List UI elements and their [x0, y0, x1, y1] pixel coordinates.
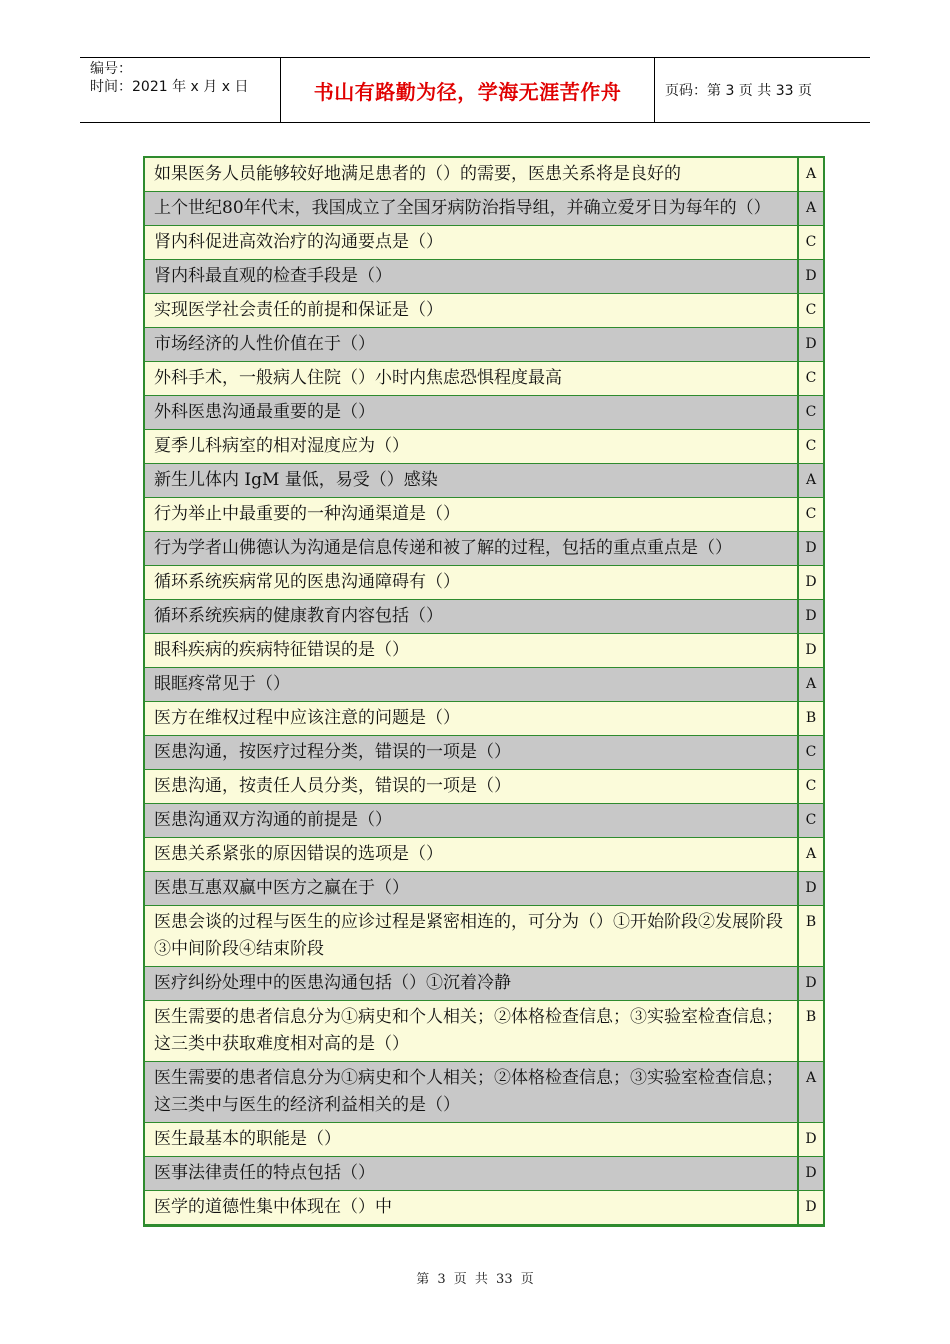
question-text: 市场经济的人性价值在于（）: [145, 328, 799, 361]
table-row: [145, 1157, 823, 1191]
answer-letter: D: [805, 1165, 817, 1181]
page-footer: 第 3 页 共 33 页: [416, 1272, 534, 1287]
answer-letter: D: [805, 975, 817, 991]
table-row: [145, 1191, 823, 1224]
table-row: [145, 600, 823, 634]
answer-letter: D: [805, 880, 817, 896]
question-text: 外科医患沟通最重要的是（）: [145, 396, 799, 429]
table-row: [145, 260, 823, 294]
table-row: [145, 226, 823, 260]
answer-letter: C: [805, 506, 817, 522]
table-row: [145, 430, 823, 464]
table-row: [145, 1062, 823, 1123]
answer-letter: D: [805, 336, 817, 352]
question-text: 实现医学社会责任的前提和保证是（）: [145, 294, 799, 327]
answer-letter: B: [805, 914, 817, 930]
answer-letter: D: [805, 642, 817, 658]
question-text: 行为学者山佛德认为沟通是信息传递和被了解的过程，包括的重点重点是（）: [145, 532, 799, 565]
answer-letter: A: [805, 166, 817, 182]
question-text: 医生最基本的职能是（）: [145, 1123, 799, 1156]
table-row: [145, 192, 823, 226]
number-label: 编号：: [90, 61, 132, 77]
table-row: [145, 838, 823, 872]
question-text: 医患沟通，按责任人员分类，错误的一项是（）: [145, 770, 799, 803]
answer-letter: A: [805, 846, 817, 862]
table-row: [145, 328, 823, 362]
answer-letter: B: [805, 710, 817, 726]
answer-letter: D: [805, 608, 817, 624]
answer-letter: D: [805, 1199, 817, 1215]
answer-letter: C: [805, 778, 817, 794]
question-text: 医学的道德性集中体现在（）中: [145, 1191, 799, 1224]
question-text: 医患沟通，按医疗过程分类，错误的一项是（）: [145, 736, 799, 769]
question-text: 眼眶疼常见于（）: [145, 668, 799, 701]
question-text: 行为举止中最重要的一种沟通渠道是（）: [145, 498, 799, 531]
answer-letter: C: [805, 234, 817, 250]
answer-letter: A: [805, 200, 817, 216]
table-row: [145, 736, 823, 770]
header-motto: 书山有路勤为径，学海无涯苦作舟: [281, 58, 655, 122]
table-row: [145, 158, 823, 192]
question-text: 如果医务人员能够较好地满足患者的（）的需要，医患关系将是良好的: [145, 158, 799, 191]
answer-letter: D: [805, 574, 817, 590]
answer-letter: C: [805, 370, 817, 386]
time-label: 时间：2021 年 x 月 x 日: [90, 79, 249, 95]
table-row: [145, 1123, 823, 1157]
question-text: 医患关系紧张的原因错误的选项是（）: [145, 838, 799, 871]
question-text: 医生需要的患者信息分为①病史和个人相关；②体格检查信息；③实验室检查信息；这三类中与医生的经济利益相关的是（）: [145, 1062, 799, 1122]
question-answer-table: [143, 156, 825, 1227]
table-row: [145, 967, 823, 1001]
question-text: 医患会谈的过程与医生的应诊过程是紧密相连的，可分为（）①开始阶段②发展阶段③中间阶段④结束阶段: [145, 906, 799, 966]
question-text: 肾内科促进高效治疗的沟通要点是（）: [145, 226, 799, 259]
question-text: 循环系统疾病的健康教育内容包括（）: [145, 600, 799, 633]
table-row: [145, 362, 823, 396]
table-row: [145, 668, 823, 702]
answer-letter: B: [805, 1009, 817, 1025]
table-row: [145, 532, 823, 566]
table-row: [145, 1001, 823, 1062]
answer-letter: C: [805, 812, 817, 828]
answer-letter: C: [805, 404, 817, 420]
header-page-label: 页码：第 3 页 共 33 页: [665, 83, 812, 99]
question-text: 外科手术，一般病人住院（）小时内焦虑恐惧程度最高: [145, 362, 799, 395]
page-header: [80, 57, 870, 123]
answer-letter: C: [805, 744, 817, 760]
answer-letter: A: [805, 472, 817, 488]
answer-letter: D: [805, 1131, 817, 1147]
question-text: 眼科疾病的疾病特征错误的是（）: [145, 634, 799, 667]
table-row: [145, 464, 823, 498]
table-row: [145, 804, 823, 838]
question-text: 新生儿体内 IgM 量低，易受（）感染: [145, 464, 799, 497]
question-text: 医患互惠双赢中医方之赢在于（）: [145, 872, 799, 905]
question-text: 上个世纪80年代末，我国成立了全国牙病防治指导组，并确立爱牙日为每年的（）: [145, 192, 799, 225]
answer-letter: D: [805, 540, 817, 556]
table-row: [145, 634, 823, 668]
table-row: [145, 294, 823, 328]
table-row: [145, 702, 823, 736]
question-text: 夏季儿科病室的相对湿度应为（）: [145, 430, 799, 463]
question-text: 循环系统疾病常见的医患沟通障碍有（）: [145, 566, 799, 599]
question-text: 医生需要的患者信息分为①病史和个人相关；②体格检查信息；③实验室检查信息；这三类中获取难度相对高的是（）: [145, 1001, 799, 1061]
table-row: [145, 396, 823, 430]
table-row: [145, 770, 823, 804]
table-row: [145, 498, 823, 532]
table-row: [145, 872, 823, 906]
answer-letter: A: [805, 1070, 817, 1086]
question-text: 医疗纠纷处理中的医患沟通包括（）①沉着冷静: [145, 967, 799, 1000]
answer-letter: D: [805, 268, 817, 284]
table-row: [145, 906, 823, 967]
table-row: [145, 566, 823, 600]
question-text: 医患沟通双方沟通的前提是（）: [145, 804, 799, 837]
question-text: 医事法律责任的特点包括（）: [145, 1157, 799, 1190]
question-text: 医方在维权过程中应该注意的问题是（）: [145, 702, 799, 735]
answer-letter: A: [805, 676, 817, 692]
answer-letter: C: [805, 302, 817, 318]
answer-letter: C: [805, 438, 817, 454]
header-meta: [80, 58, 281, 122]
question-text: 肾内科最直观的检查手段是（）: [145, 260, 799, 293]
